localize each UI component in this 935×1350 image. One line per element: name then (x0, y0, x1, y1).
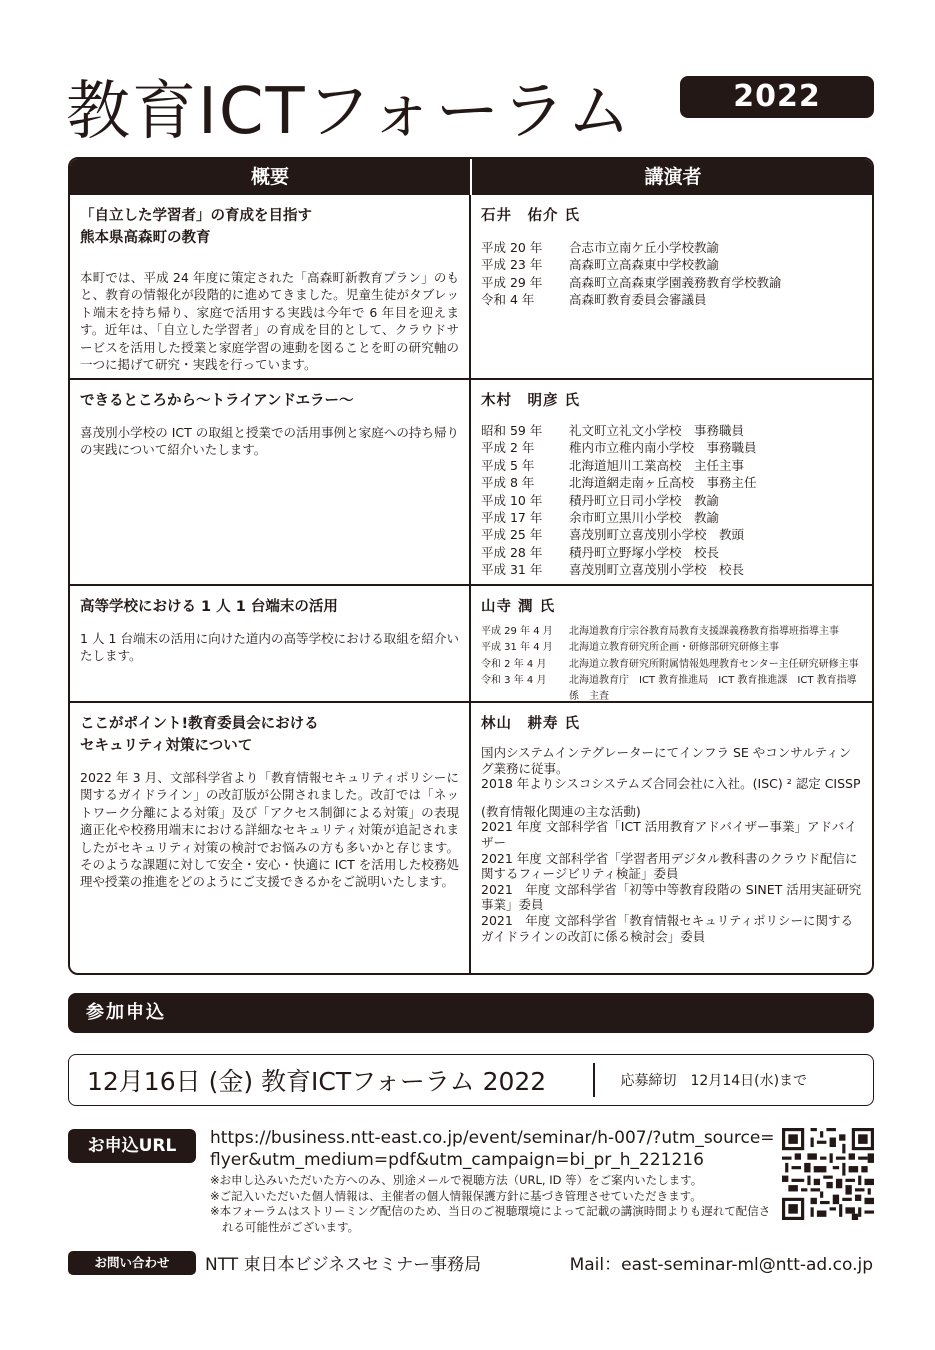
career-item: 平成 29 年 4 月 北海道教育庁宗谷教育局教育支援課義務教育指導班指導主事 (481, 626, 839, 637)
session-topic: できるところから～トライアンドエラー～ (80, 393, 354, 409)
event-info-box (68, 1054, 874, 1106)
session-row (70, 584, 872, 701)
session-speaker (471, 703, 872, 975)
session-speaker (471, 195, 872, 378)
session-description: 本町では、平成 24 年度に策定された「高森町新教育プラン」のもと、教育の情報化が段階的に進めてきました。児童生徒がタブレット端末を持ち帰り、家庭で活用する実践は今年で 6 年目を迎えます。近年は、「自立した学習者」の育成を目的として、クラウドサービスを活用した授業と家庭学習の連動を図ることを町の研究軸の一つに掲げて研究・実践を行っています。 (80, 270, 459, 373)
session-overview (70, 380, 471, 584)
session-description: 1 人 1 台端末の活用に向けた道内の高等学校における取組を紹介いたします。 (80, 631, 459, 664)
career-item: 平成 8 年 北海道網走南ヶ丘高校 事務主任 (481, 475, 757, 491)
qr-code-icon[interactable] (782, 1128, 874, 1220)
bio-item: 2021 年度 文部科学省「ICT 活用教育アドバイザー事業」アドバイザー (481, 819, 857, 850)
session-row (70, 195, 872, 378)
session-overview (70, 703, 471, 975)
year-badge: 2022 (680, 76, 874, 118)
speaker-name: 石井 佑介 氏 (481, 208, 581, 224)
speaker-bio (481, 745, 862, 944)
speaker-name: 林山 耕寿 氏 (481, 716, 581, 732)
bio-text: 国内システムインテグレーターにてインフラ SE やコンサルティング業務に従事。 (481, 745, 852, 776)
career-item: 平成 29 年 高森町立高森東学園義務教育学校教諭 (481, 274, 782, 290)
bio-item: 2021 年度 文部科学省「初等中等教育段階の SINET 活用実証研究事業」委員 (481, 881, 862, 913)
session-overview (70, 586, 471, 701)
session-row (70, 701, 872, 975)
career-item: 平成 20 年 合志市立南ケ丘小学校教諭 (481, 240, 720, 255)
session-speaker (471, 586, 872, 701)
session-topic: 「自立した学習者」の育成を目指す 熊本県高森町の教育 (80, 208, 312, 246)
session-topic: ここがポイント!教育委員会における セキュリティ対策について (80, 716, 319, 754)
bio-text: 2018 年よりシスコシステムズ合同会社に入社。(ISC) ² 認定 CISSP (481, 776, 861, 792)
career-item: 令和 2 年 4 月 北海道立教育研究所附属情報処理教育センター主任研究研修主事 (481, 658, 859, 670)
career-item: 平成 23 年 高森町立高森東中学校教諭 (481, 257, 720, 273)
bio-item: 2021 年度 文部科学省「教育情報セキュリティポリシーに関するガイドラインの改訂に係る検討会」委員 (481, 912, 854, 944)
application-notes (210, 1173, 775, 1235)
career-item: 平成 28 年 積丹町立野塚小学校 校長 (481, 544, 720, 560)
session-overview (70, 195, 471, 378)
note-item: ※お申し込みいただいた方へのみ、別途メールで視聴方法（URL, ID 等）をご案内いたします。 (210, 1173, 703, 1187)
career-item: 平成 25 年 喜茂別町立喜茂別小学校 教頭 (481, 527, 745, 543)
bio-item: 2021 年度 文部科学省「学習者用デジタル教科書のクラウド配信に関するフィージビリティ検証」委員 (481, 850, 858, 882)
speaker-name: 木村 明彦 氏 (481, 393, 581, 409)
career-item: 令和 4 年 高森町教育委員会審議員 (481, 292, 707, 308)
contact-email-link[interactable]: Mail：east-seminar-ml@ntt-ad.co.jp (569, 1255, 873, 1275)
session-description: 喜茂別小学校の ICT の取組と授業での活用事例と家庭への持ち帰りの実践について紹介いたします。 (80, 425, 459, 458)
url-label-badge: お申込URL (68, 1129, 196, 1163)
note-item: ※ご記入いただいた個人情報は、主催者の個人情報保護方針に基づき管理させていただきます。 (210, 1188, 702, 1203)
speaker-career-list (481, 624, 862, 705)
application-heading: 参加申込 (68, 993, 874, 1033)
career-item: 平成 10 年 積丹町立日司小学校 教諭 (481, 492, 720, 508)
speaker-name: 山寺 潤 氏 (481, 599, 556, 615)
sessions-table (68, 157, 874, 975)
note-item: ※本フォーラムはストリーミング配信のため、当日のご視聴環境によって記載の講演時間よりも遅れて配信される可能性がございます。 (210, 1204, 771, 1234)
column-header-overview: 概要 (70, 159, 472, 195)
session-speaker (471, 380, 872, 584)
career-item: 平成 2 年 稚内市立稚内南小学校 事務職員 (481, 440, 757, 456)
career-item: 平成 31 年 4 月 北海道立教育研究所企画・研修部研究研修主事 (481, 642, 779, 654)
session-description: 2022 年 3 月、文部科学省より「教育情報セキュリティポリシーに関するガイドライン」の改訂版が公開されました。改訂では「ネットワーク分離による対策」及び「アクセス制御による対策」の表現適正化や校務用端末における詳細なセキュリティ対策が追記されましたがセキュリティ対策の検討でお悩みの方も多いかと存じます。そのような課題に対して安全・安心・快適に ICT を活用した校務処理や授業の推進をどのようにご支援できるかをご説明いたします。 (80, 770, 459, 890)
application-url-link[interactable]: https://business.ntt-east.co.jp/event/seminar/h-007/?utm_source=flyer&utm_medium=pdf&utm_campaign=bi_pr_h_221216 (210, 1128, 775, 1170)
application-deadline: 応募締切 12月14日(水)まで (620, 1073, 808, 1089)
bio-heading: (教育情報化関連の主な活動) (481, 803, 641, 819)
table-header (70, 159, 872, 195)
speaker-career-list (481, 422, 862, 579)
career-item: 昭和 59 年 礼文町立礼文小学校 事務職員 (481, 423, 745, 438)
session-row (70, 378, 872, 584)
column-header-speaker: 講演者 (644, 166, 702, 188)
page-title: 教育ICTフォーラム (66, 75, 633, 149)
contact-organization: NTT 東日本ビジネスセミナー事務局 (205, 1255, 482, 1275)
career-item: 平成 5 年 北海道旭川工業高校 主任主事 (481, 457, 745, 473)
session-topic: 高等学校における 1 人 1 台端末の活用 (80, 599, 338, 615)
speaker-career-list (481, 239, 862, 309)
contact-label-badge: お問い合わせ (68, 1251, 196, 1275)
career-item: 令和 3 年 4 月 北海道教育庁 ICT 教育推進局 ICT 教育推進課 ICT 教育指導係 主査 (481, 674, 857, 703)
career-item: 平成 31 年 喜茂別町立喜茂別小学校 校長 (481, 562, 745, 578)
event-date-title: 12月16日 (金) 教育ICTフォーラム 2022 (87, 1067, 547, 1096)
career-item: 平成 17 年 余市町立黒川小学校 教諭 (481, 510, 720, 526)
